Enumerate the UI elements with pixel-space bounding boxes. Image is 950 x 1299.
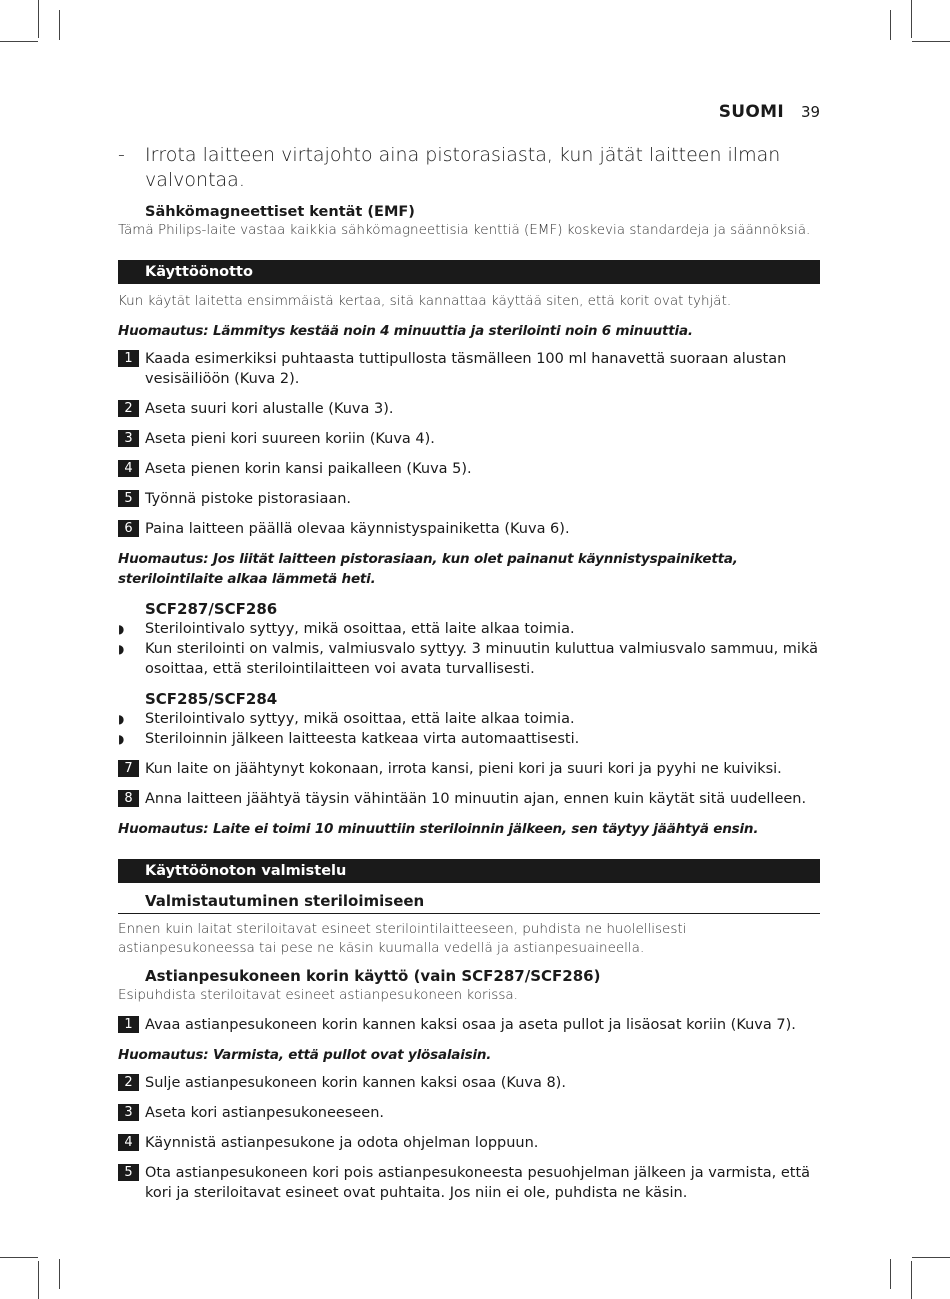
bullet-text: Kun sterilointi on valmis, valmiusvalo syttyy. 3 minuutin kuluttua valmiusvalo sammuu, mikä osoittaa, että sterilointilaitteen voi avata turvallisesti. [145,641,818,677]
bullet-item [118,709,820,729]
bullet-icon: ◗ [118,732,125,746]
model-heading: SCF285/SCF284 [145,690,278,708]
step-number: 5 [118,490,139,507]
bullet-item [118,639,820,679]
step-text: Aseta pieni kori suureen koriin (Kuva 4). [145,431,435,447]
bullet-icon: ◗ [118,712,125,726]
step-text: Ota astianpesukoneen kori pois astianpesukoneesta pesuohjelman jälkeen ja varmista, että kori ja steriloitavat esineet ovat puhtaita. Jos niin ei ole, puhdista ne käsin. [145,1165,811,1201]
step [118,459,820,479]
step-number: 4 [118,1134,139,1151]
note: Huomautus: Jos liität laitteen pistorasiaan, kun olet painanut käynnistyspainiketta, sterilointilaite alkaa lämmetä heti. [118,551,738,587]
crop-mark [0,41,38,42]
step-text: Anna laitteen jäähtyä täysin vähintään 10 minuutin ajan, ennen kuin käytät sitä uudelleen. [145,791,807,807]
crop-mark [59,10,60,40]
bullet-item [118,619,820,639]
step-number: 8 [118,790,139,807]
step-text: Sulje astianpesukoneen korin kannen kaksi osaa (Kuva 8). [145,1075,566,1091]
crop-mark [890,1259,891,1289]
step-text: Paina laitteen päällä olevaa käynnistyspainiketta (Kuva 6). [145,521,570,537]
step [118,759,820,779]
step-number: 5 [118,1164,139,1181]
note: Huomautus: Laite ei toimi 10 minuuttiin steriloinnin jälkeen, sen täytyy jäähtyä ensin. [118,821,759,837]
bullet-icon: ◗ [118,622,125,636]
step-number: 7 [118,760,139,777]
warning-text: Irrota laitteen virtajohto aina pistorasiasta, kun jätät laitteen ilman valvontaa. [145,144,781,191]
step-number: 2 [118,1074,139,1091]
model-heading: SCF287/SCF286 [145,600,278,618]
bullet-text: Steriloinnin jälkeen laitteesta katkeaa virta automaattisesti. [145,731,580,747]
step-text: Aseta suuri kori alustalle (Kuva 3). [145,401,394,417]
note: Huomautus: Varmista, että pullot ovat ylösalaisin. [118,1047,492,1063]
step [118,1073,820,1093]
step-number: 1 [118,350,139,367]
step [118,1015,820,1035]
step [118,429,820,449]
crop-mark [912,1257,950,1258]
bullet-text: Sterilointivalo syttyy, mikä osoittaa, että laite alkaa toimia. [145,711,575,727]
bullet-item [118,729,820,749]
step-text: Avaa astianpesukoneen korin kannen kaksi osaa ja aseta pullot ja lisäosat koriin (Kuva 7). [145,1017,796,1033]
step-text: Kaada esimerkiksi puhtaasta tuttipullosta täsmälleen 100 ml hanavettä suoraan alustan vesisäiliöön (Kuva 2). [145,351,787,387]
emf-heading: Sähkömagneettiset kentät (EMF) [145,204,415,220]
step-text: Työnnä pistoke pistorasiaan. [145,491,352,507]
step [118,489,820,509]
bullet-text: Sterilointivalo syttyy, mikä osoittaa, että laite alkaa toimia. [145,621,575,637]
step-number: 2 [118,400,139,417]
step-text: Käynnistä astianpesukone ja odota ohjelman loppuun. [145,1135,539,1151]
step [118,519,820,539]
step [118,1133,820,1153]
dishwasher-text: Esipuhdista steriloitavat esineet astianpesukoneen korissa. [118,987,518,1003]
crop-mark [0,1257,38,1258]
step-number: 1 [118,1016,139,1033]
crop-mark [911,0,912,38]
step-number: 4 [118,460,139,477]
step [118,1163,820,1203]
crop-mark [59,1259,60,1289]
step-number: 3 [118,1104,139,1121]
step-number: 6 [118,520,139,537]
step-text: Aseta kori astianpesukoneeseen. [145,1105,385,1121]
language-label: SUOMI [718,102,784,122]
crop-mark [890,10,891,40]
note: Huomautus: Lämmitys kestää noin 4 minuuttia ja sterilointi noin 6 minuuttia. [118,323,693,339]
dash-marker: - [118,144,125,166]
step-text: Aseta pienen korin kansi paikalleen (Kuva 5). [145,461,472,477]
crop-mark [912,41,950,42]
crop-mark [911,1261,912,1299]
step-number: 3 [118,430,139,447]
section-title-kayttoonotto: Käyttöönotto [118,260,820,284]
subsection-heading: Valmistautuminen steriloimiseen [118,891,820,914]
subsection-text: Ennen kuin laitat steriloitavat esineet sterilointilaitteeseen, puhdista ne huolellisesti astianpesukoneessa tai pese ne käsin kuumalla vedellä ja astianpesuaineella. [118,921,687,956]
crop-mark [38,0,39,38]
crop-mark [38,1261,39,1299]
section-intro: Kun käytät laitetta ensimmäistä kertaa, sitä kannattaa käyttää siten, että korit ovat tyhjät. [118,293,732,309]
section-title-valmistelu: Käyttöönoton valmistelu [118,859,820,883]
page-number: 39 [801,103,821,121]
page-content [118,143,820,1213]
step [118,349,820,389]
dishwasher-heading: Astianpesukoneen korin käyttö (vain SCF287/SCF286) [145,967,601,985]
warning-item [118,143,820,193]
step [118,399,820,419]
step [118,789,820,809]
emf-text: Tämä Philips-laite vastaa kaikkia sähkömagneettisia kenttiä (EMF) koskevia standardeja ja säännöksiä. [118,222,811,238]
step [118,1103,820,1123]
step-text: Kun laite on jäähtynyt kokonaan, irrota kansi, pieni kori ja suuri kori ja pyyhi ne kuiviksi. [145,761,782,777]
bullet-icon: ◗ [118,642,125,656]
